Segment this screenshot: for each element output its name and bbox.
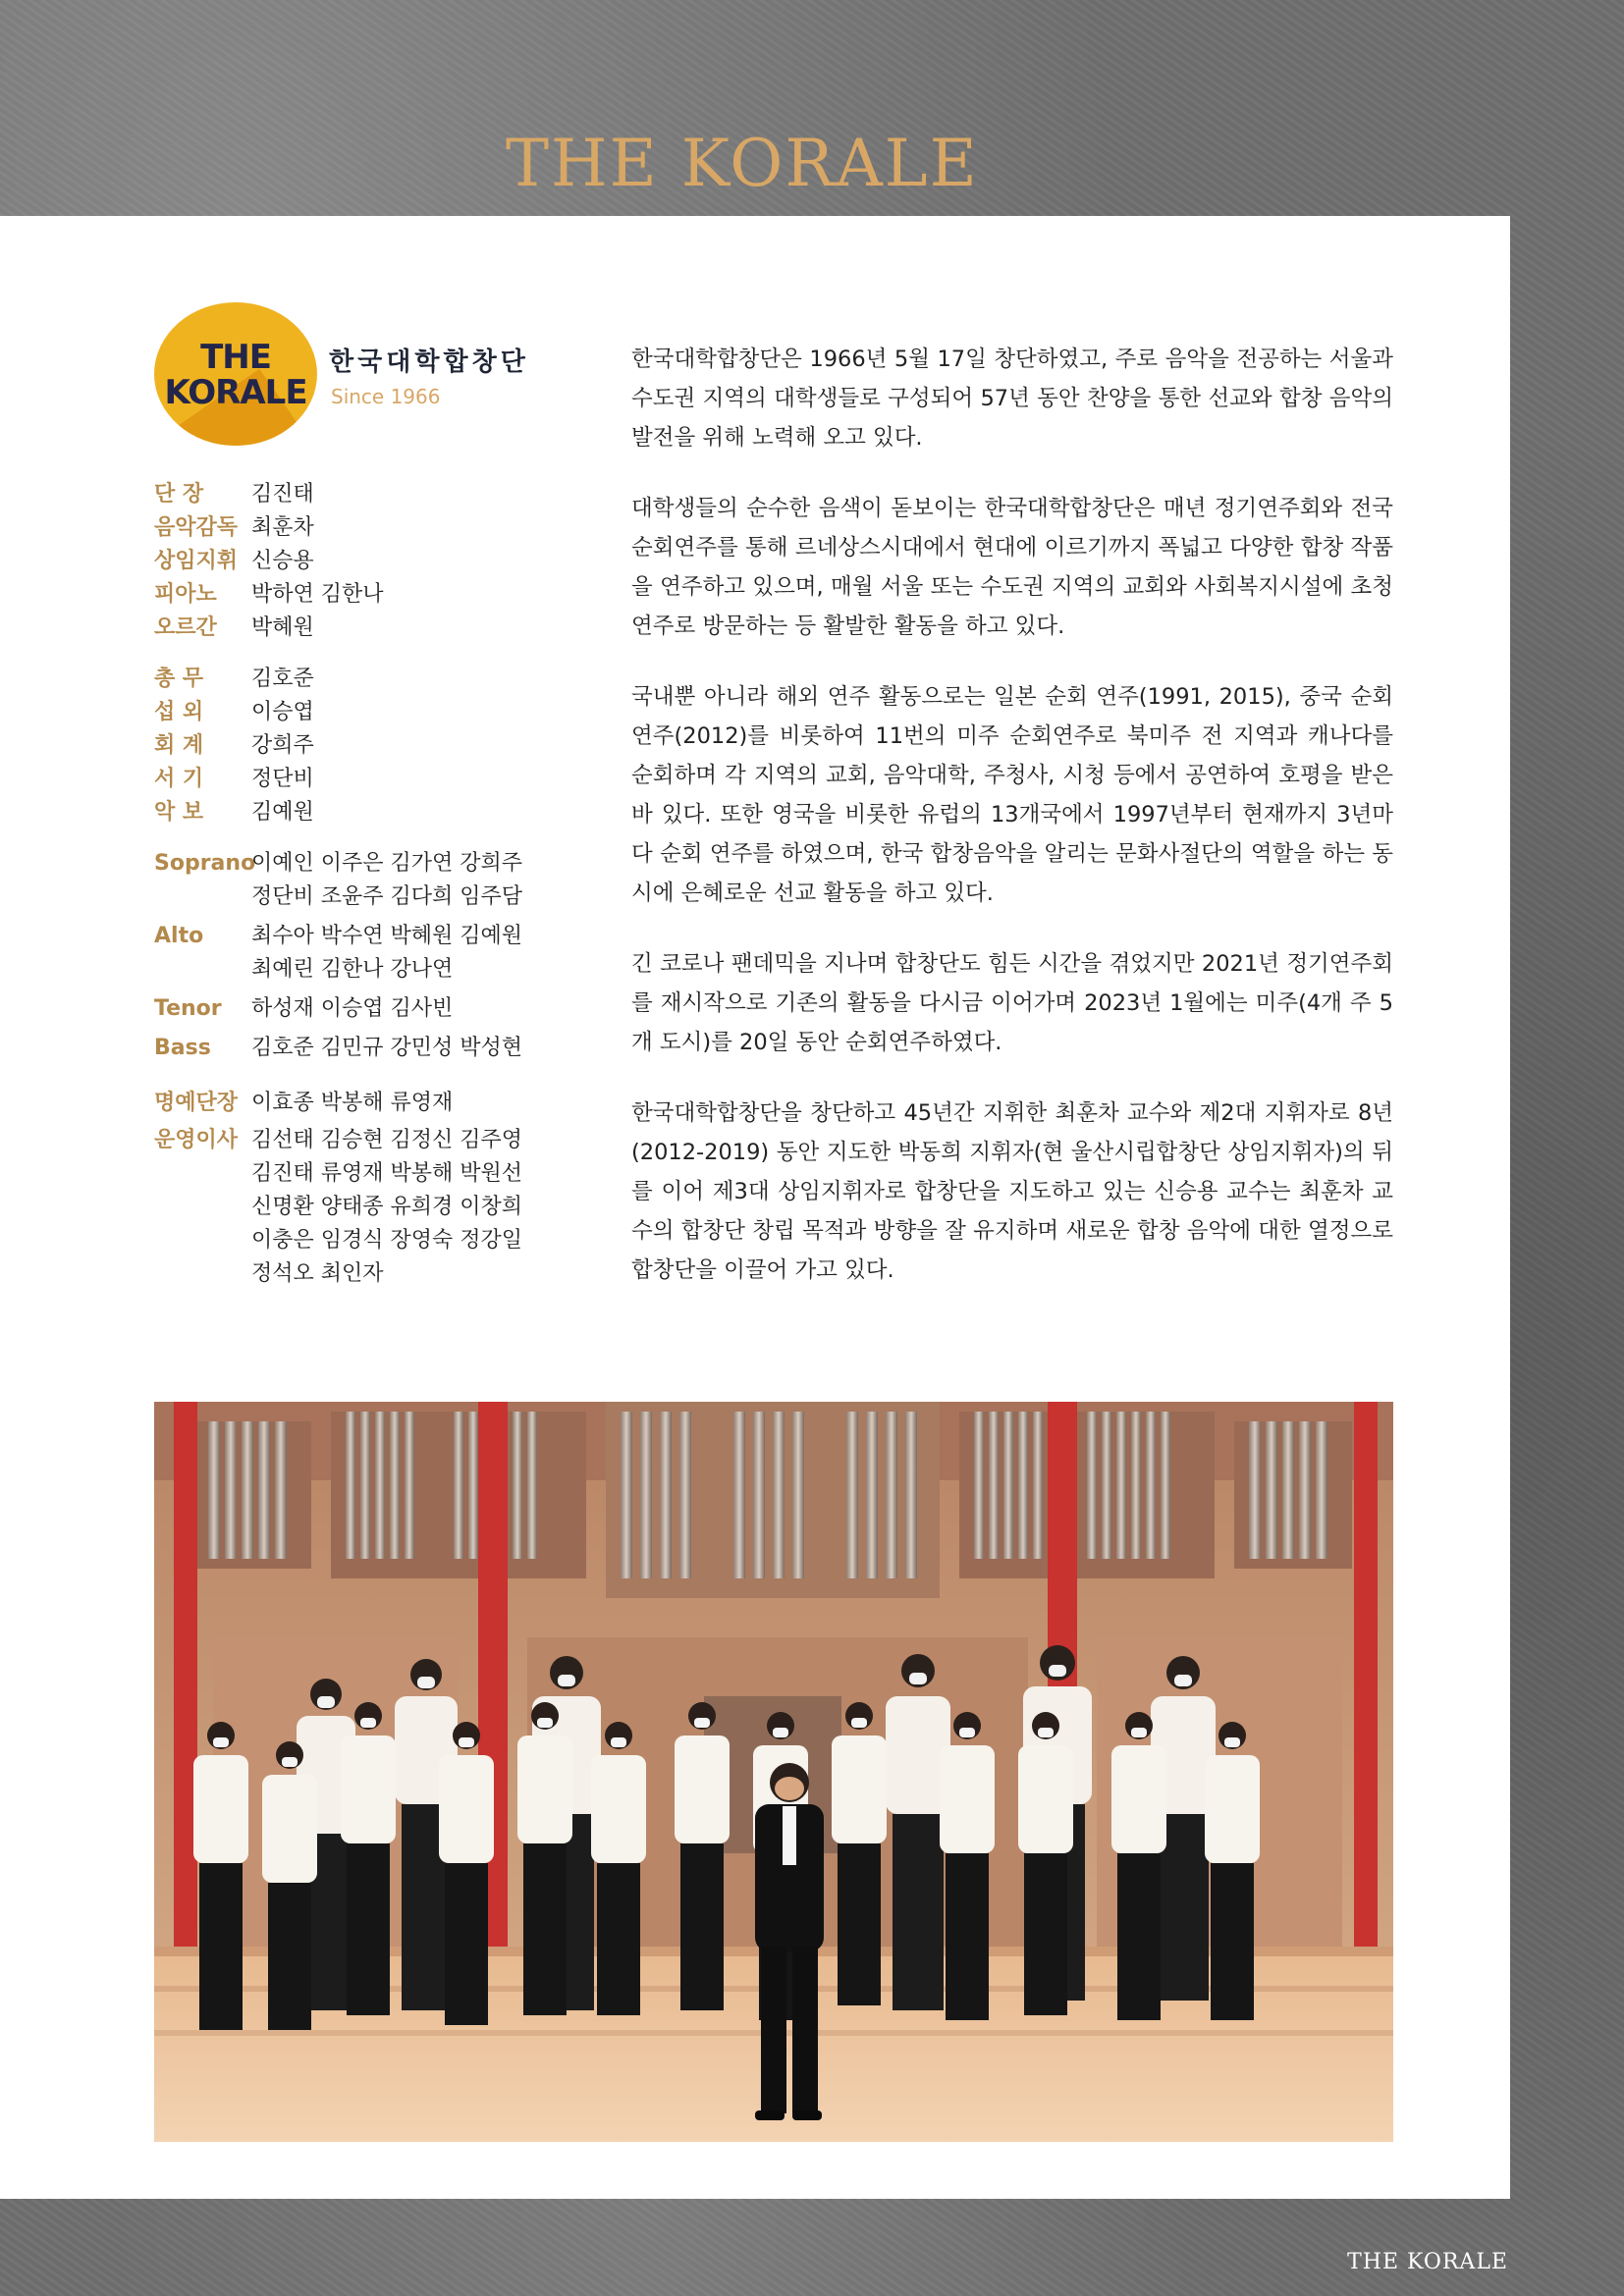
org-since: Since 1966 [331, 385, 441, 408]
staff-names: 박하연 김한나 [251, 582, 384, 607]
honorary-row [154, 1087, 606, 1120]
officers-group [154, 663, 606, 829]
staff-names: 김진태 [251, 482, 314, 507]
staff-role: 운영이사 [154, 1128, 239, 1152]
staff-role: 오르간 [154, 615, 217, 640]
voice-part: Bass [154, 1036, 211, 1060]
staff-row [154, 663, 606, 696]
korale-logo [154, 302, 317, 446]
staff-row [154, 763, 606, 796]
staff-role: 회 계 [154, 733, 204, 758]
voice-part: Tenor [154, 996, 222, 1021]
body-paragraph: 대학생들의 순수한 음색이 돋보이는 한국대학합창단은 매년 정기연주회와 전국 순회연주를 통해 르네상스시대에서 현대에 이르기까지 폭넓고 다양한 합창 작품을 연주하고 있으며, 매월 서울 또는 수도권 지역의 교회와 사회복지시설에 초청연주로 방문하는 등 활발한 활동을 하고 있다. [631, 496, 1393, 639]
body-paragraph: 긴 코로나 팬데믹을 지나며 합창단도 힘든 시간을 겪었지만 2021년 정기연주회를 재시작으로 기존의 활동을 다시금 이어가며 2023년 1월에는 미주(4개 주 5개 도시)를 20일 동안 순회연주하였다. [631, 951, 1393, 1055]
voice-names-line: 정단비 조윤주 김다희 임주담 [251, 884, 523, 909]
staff-role: 음악감독 [154, 515, 239, 540]
voice-part: Soprano [154, 851, 256, 876]
staff-row [154, 612, 606, 645]
staff-names: 박혜원 [251, 615, 314, 640]
voice-row-tenor [154, 992, 606, 1026]
staff-role: 단 장 [154, 482, 204, 507]
staff-names: 이효종 박봉해 류영재 [251, 1091, 454, 1115]
staff-role: 상임지휘 [154, 549, 239, 573]
staff-names: 김예원 [251, 800, 314, 825]
choir-photo [154, 1402, 1393, 2142]
body-paragraph: 국내뿐 아니라 해외 연주 활동으로는 일본 순회 연주(1991, 2015), 중국 순회 연주(2012)를 비롯하여 11번의 미주 순회연주로 북미주 전 지역과 캐나다를 순회하며 각 지역의 교회, 음악대학, 주청사, 시청 등에서 공연하여 호평을 받은 바 있다. 또한 영국을 비롯한 유럽의 13개국에서 1997년부터 현재까지 3년마다 순회 연주를 하였으며, 한국 합창음악을 알리는 문화사절단의 역할을 하는 동시에 은혜로운 선교 활동을 하고 있다. [631, 684, 1393, 906]
page-header-title: THE KORALE [506, 126, 979, 201]
voice-names-line: 김호준 김민규 강민성 박성현 [251, 1036, 523, 1060]
staff-role: 서 기 [154, 767, 204, 791]
logo-text-line2: KORALE [164, 373, 307, 412]
staff-names: 강희주 [251, 733, 314, 758]
voice-names-line: 최수아 박수연 박혜원 김예원 [251, 924, 523, 948]
voice-names-line: 하성재 이승엽 김사빈 [251, 996, 454, 1021]
staff-role: 섭 외 [154, 700, 204, 724]
body-paragraph: 한국대학합창단은 1966년 5월 17일 창단하였고, 주로 음악을 전공하는 서울과 수도권 지역의 대학생들로 구성되어 57년 동안 찬양을 통한 선교와 합창 음악의 발전을 위해 노력해 오고 있다. [631, 347, 1393, 451]
logo-text-line1: THE [200, 338, 271, 377]
staff-names: 신승용 [251, 549, 314, 573]
board-names-line: 김진태 류영재 박봉해 박원선 [251, 1161, 523, 1186]
staff-role: 명예단장 [154, 1091, 239, 1115]
staff-role: 악 보 [154, 800, 204, 825]
staff-list [154, 478, 606, 1291]
staff-row [154, 696, 606, 729]
staff-names: 김호준 [251, 667, 314, 691]
voice-names-line: 이예인 이주은 김가연 강희주 [251, 851, 523, 876]
board-names-line: 신명환 양태종 유희경 이창희 [251, 1195, 523, 1219]
staff-names: 정단비 [251, 767, 314, 791]
staff-row [154, 545, 606, 578]
org-name: 한국대학합창단 [329, 347, 529, 377]
staff-names: 최훈차 [251, 515, 314, 540]
staff-row [154, 729, 606, 763]
voice-row-soprano [154, 847, 606, 914]
staff-role: 피아노 [154, 582, 217, 607]
board-names-line: 김선태 김승현 김정신 김주영 [251, 1128, 523, 1152]
board-names-line: 이충은 임경식 장영숙 정강일 [251, 1228, 523, 1253]
staff-row [154, 478, 606, 511]
staff-role: 총 무 [154, 667, 204, 691]
voices-group [154, 847, 606, 1065]
board-row [154, 1124, 606, 1291]
voice-names-line: 최예린 김한나 강나연 [251, 957, 454, 982]
voice-row-bass [154, 1032, 606, 1065]
leadership-group [154, 478, 606, 645]
footer-title: THE KORALE [1347, 2250, 1508, 2274]
staff-row [154, 578, 606, 612]
board-names-line: 정석오 최인자 [251, 1261, 384, 1286]
staff-row [154, 511, 606, 545]
staff-names: 이승엽 [251, 700, 314, 724]
staff-row [154, 796, 606, 829]
voice-part: Alto [154, 924, 204, 948]
body-text [631, 340, 1393, 1321]
body-paragraph: 한국대학합창단을 창단하고 45년간 지휘한 최훈차 교수와 제2대 지휘자로 8년(2012-2019) 동안 지도한 박동희 지휘자(현 울산시립합창단 상임지휘자)의 뒤를 이어 제3대 상임지휘자로 합창단을 지도하고 있는 신승용 교수는 최훈차 교수의 합창단 창립 목적과 방향을 잘 유지하며 새로운 합창 음악에 대한 열정으로 합창단을 이끌어 가고 있다. [631, 1100, 1393, 1283]
voice-row-alto [154, 920, 606, 987]
